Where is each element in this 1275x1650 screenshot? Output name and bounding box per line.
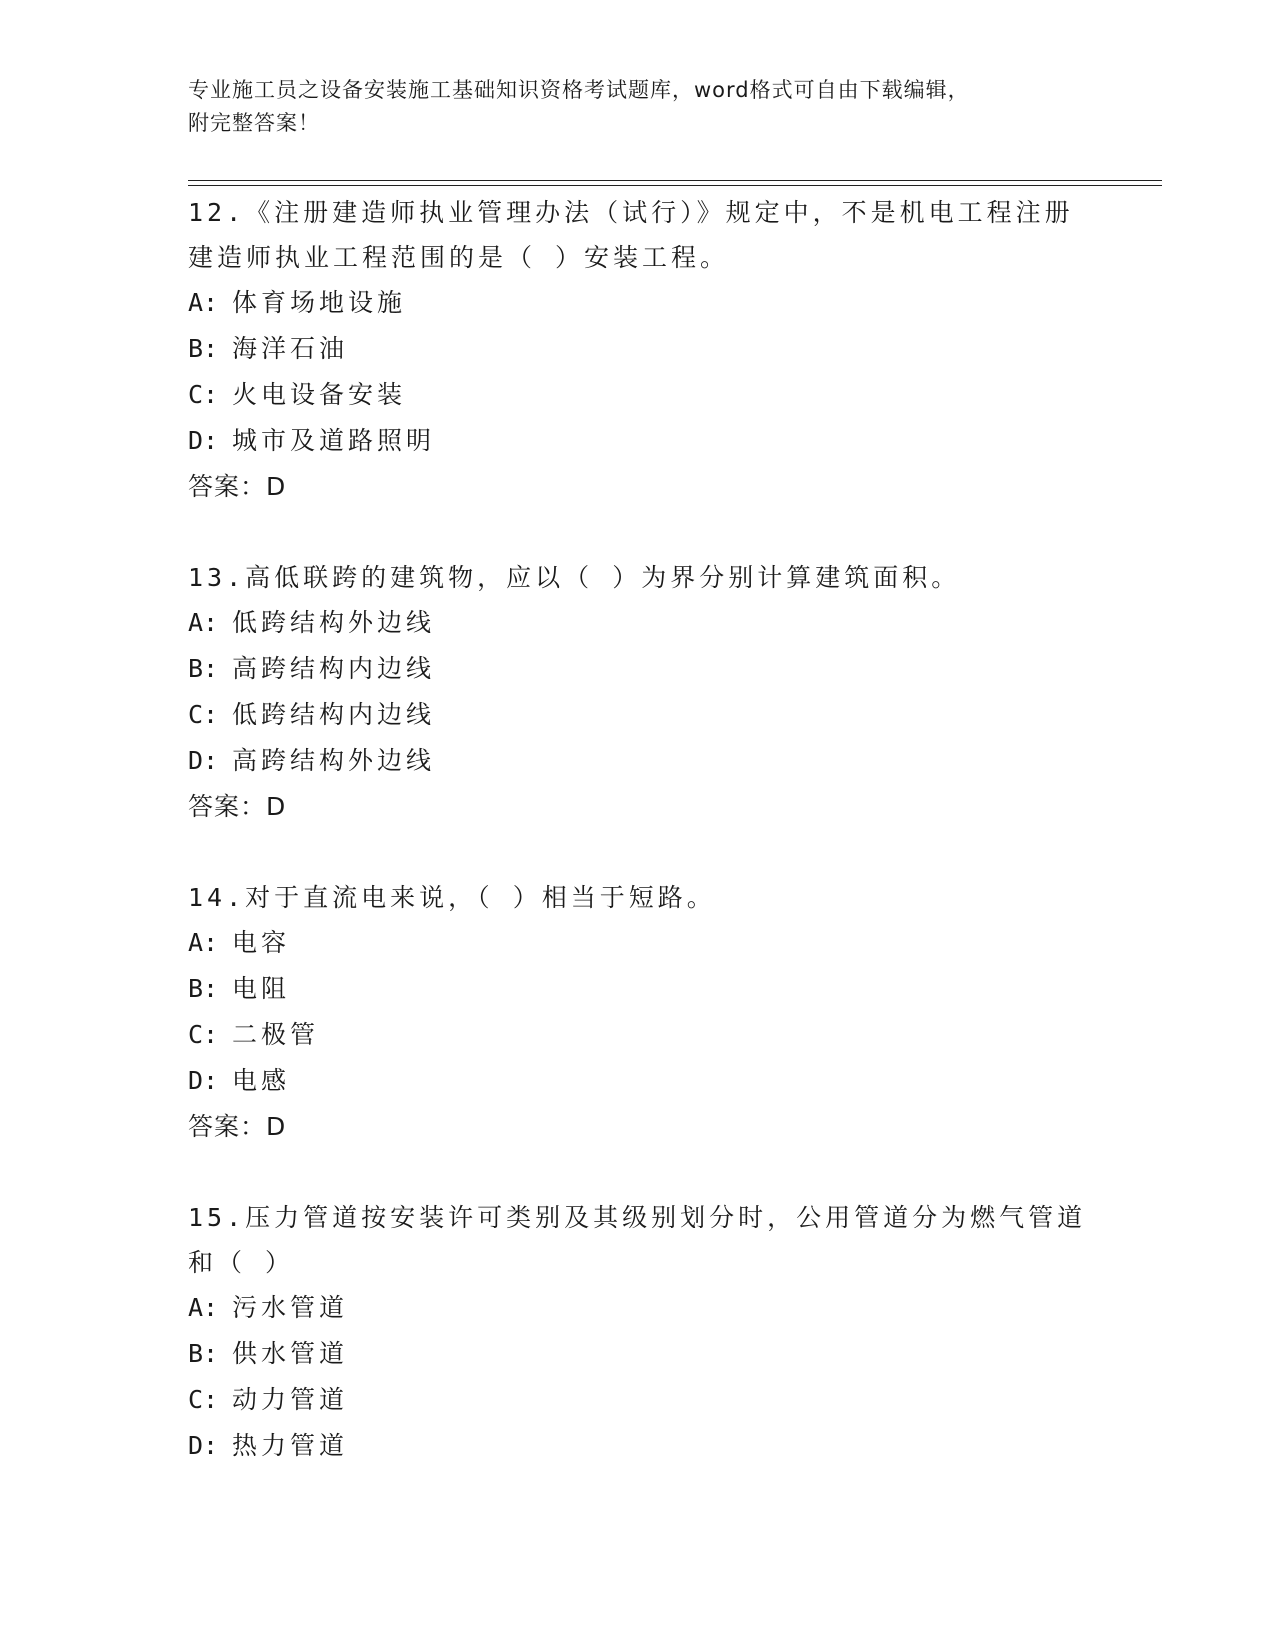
question-stem-line-2: 和（ ）: [188, 1248, 295, 1277]
option-b: [188, 1331, 1088, 1377]
option-letter: B:: [188, 654, 219, 683]
option-text: 高跨结构外边线: [232, 746, 436, 775]
option-a: [188, 600, 1088, 646]
option-letter: C:: [188, 380, 219, 409]
option-letter: D:: [188, 426, 219, 455]
option-letter: B:: [188, 334, 219, 363]
option-text: 低跨结构外边线: [232, 608, 436, 637]
option-letter: C:: [188, 1020, 219, 1049]
question-15: [188, 1195, 1088, 1469]
question-13: [188, 555, 1088, 830]
option-letter: C:: [188, 1385, 219, 1414]
answer-line: 答案：D: [188, 792, 287, 821]
question-stem-line-2: 建造师执业工程范围的是（ ）安装工程。: [188, 243, 730, 272]
option-text: 海洋石油: [232, 334, 349, 363]
option-letter: D:: [188, 746, 219, 775]
answer-line: 答案：D: [188, 1112, 287, 1141]
option-text: 电阻: [232, 974, 291, 1003]
question-14: [188, 875, 1088, 1150]
option-text: 动力管道: [232, 1385, 349, 1414]
option-text: 火电设备安装: [232, 380, 407, 409]
option-d: [188, 1058, 1088, 1104]
option-b: [188, 966, 1088, 1012]
option-d: [188, 738, 1088, 784]
option-letter: A:: [188, 288, 219, 317]
option-text: 电容: [232, 928, 291, 957]
question-stem-line-1: 15.压力管道按安装许可类别及其级别划分时，公用管道分为燃气管道: [188, 1203, 1087, 1232]
option-letter: A:: [188, 608, 219, 637]
header-line-2: 附完整答案！: [188, 111, 320, 135]
option-text: 城市及道路照明: [232, 426, 436, 455]
option-text: 电感: [232, 1066, 291, 1095]
option-b: [188, 326, 1088, 372]
option-letter: D:: [188, 1066, 219, 1095]
answer-line: 答案：D: [188, 472, 287, 501]
header-divider-bottom: [188, 185, 1162, 186]
option-letter: B:: [188, 974, 219, 1003]
question-stem-line-1: 13.高低联跨的建筑物，应以（ ）为界分别计算建筑面积。: [188, 563, 961, 592]
option-b: [188, 646, 1088, 692]
question-stem-line-1: 14.对于直流电来说，（ ）相当于短路。: [188, 883, 716, 912]
option-text: 二极管: [232, 1020, 320, 1049]
option-c: [188, 372, 1088, 418]
option-letter: D:: [188, 1431, 219, 1460]
document-header: [188, 74, 1068, 140]
option-text: 热力管道: [232, 1431, 349, 1460]
option-text: 供水管道: [232, 1339, 349, 1368]
option-text: 高跨结构内边线: [232, 654, 436, 683]
option-letter: A:: [188, 1293, 219, 1322]
option-c: [188, 1377, 1088, 1423]
option-text: 污水管道: [232, 1293, 349, 1322]
option-a: [188, 920, 1088, 966]
option-c: [188, 692, 1088, 738]
header-divider-top: [188, 180, 1162, 181]
option-d: [188, 418, 1088, 464]
option-d: [188, 1423, 1088, 1469]
header-line-1: 专业施工员之设备安装施工基础知识资格考试题库，word格式可自由下载编辑，: [188, 78, 970, 102]
question-12: [188, 190, 1088, 510]
option-letter: B:: [188, 1339, 219, 1368]
question-stem-line-1: 12.《注册建造师执业管理办法（试行）》规定中，不是机电工程注册: [188, 198, 1074, 227]
option-c: [188, 1012, 1088, 1058]
option-text: 低跨结构内边线: [232, 700, 436, 729]
option-letter: C:: [188, 700, 219, 729]
option-text: 体育场地设施: [232, 288, 407, 317]
option-a: [188, 280, 1088, 326]
option-a: [188, 1285, 1088, 1331]
option-letter: A:: [188, 928, 219, 957]
